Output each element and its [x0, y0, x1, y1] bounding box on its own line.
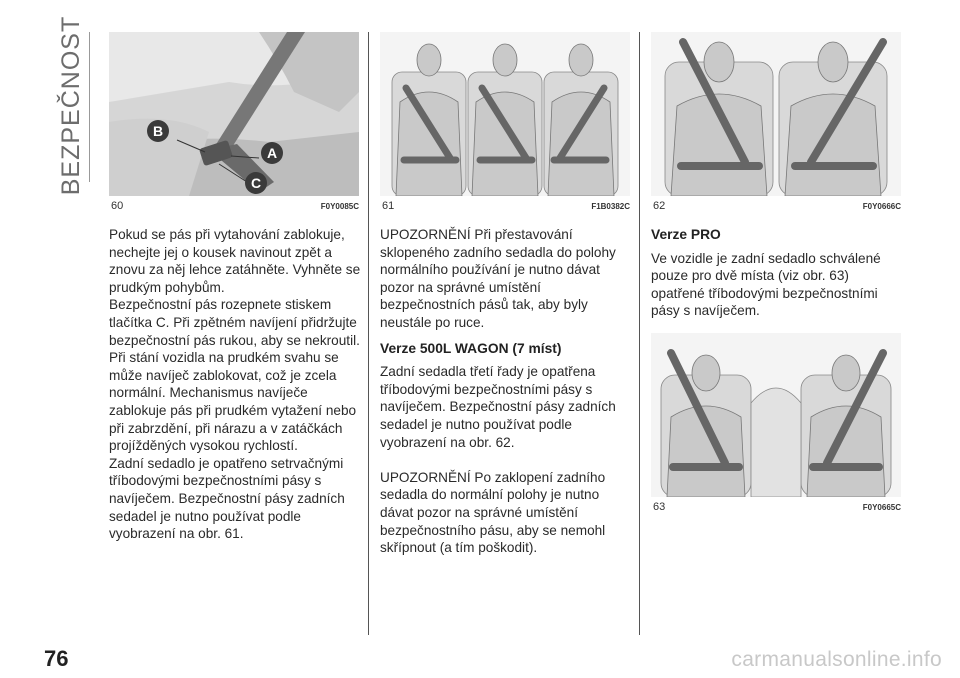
section-heading: Verze 500L WAGON (7 míst): [380, 340, 562, 356]
page-number: 76: [44, 646, 69, 671]
paragraph: Zadní sedadla třetí řady je opatřena tříbodovými bezpečnostními pásy s navíječem. Bezpečnostní pásy zadních sedadel je nutno používat podle vyobrazení na obr. 62.: [380, 364, 616, 450]
figure-code: F0Y0666C: [862, 201, 901, 211]
figure-63-caption: [653, 500, 901, 514]
paragraph: Zadní sedadlo je opatřeno setrvačnými tříbodovými bezpečnostními pásy s navíječem. Bezpečnostní pásy zadních sedadel je nutno používat podle vyobrazení na obr. 61.: [109, 455, 345, 542]
column-2-text: [380, 226, 632, 557]
paragraph: Pokud se pás při vytahování zablokuje, nechejte jej o kousek navinout zpět a znovu za něj lehce zatáhněte. Vyhněte se prudkým pohybům.: [109, 227, 361, 295]
figure-60-caption: [111, 199, 359, 213]
callout-c: C: [245, 172, 267, 194]
figure-number: 62: [653, 200, 666, 212]
figure-number: 61: [382, 200, 395, 212]
section-title: BEZPEČNOST: [57, 15, 86, 195]
watermark: carmanualsonline.info: [731, 648, 942, 671]
figure-code: F0Y0085C: [320, 201, 359, 211]
warning-paragraph: UPOZORNĚNÍ Po zaklopení zadního sedadla do normální polohy je nutno dávat pozor na správné umístění bezpečnostního pásu, aby se nemohl skřípnout (a tím poškodit).: [380, 469, 606, 556]
callout-b: B: [147, 120, 169, 142]
figure-62-image: [651, 32, 901, 196]
paragraph: Ve vozidle je zadní sedadlo schválené pouze pro dvě místa (viz obr. 63) opatřené tříbodovými bezpečnostními pásy s navíječem.: [651, 250, 881, 319]
column-3-text: [651, 226, 901, 320]
callout-a: A: [261, 142, 283, 164]
figure-60-image: [109, 32, 359, 196]
column-separator: [368, 32, 369, 635]
figure-61-caption: [382, 199, 630, 213]
warning-paragraph: UPOZORNĚNÍ Při přestavování sklopeného zadního sedadla do polohy normálního používání je nutno dávat pozor na správné umístění bezpečnostních pásů tak, aby byly neustále po ruce.: [380, 227, 616, 330]
figure-62-caption: [653, 199, 901, 213]
section-heading: Verze PRO: [651, 227, 721, 242]
figure-61-image: [380, 32, 630, 196]
column-1-text: [109, 226, 361, 543]
paragraph: Při stání vozidla na prudkém svahu se může navíječ zablokovat, což je zcela normální. Mechanismus navíječe zablokuje pás při prudkém vytažení nebo při zabrzdění, při nárazu a v zatáčkách projížděných vysokou rychlostí.: [109, 350, 357, 454]
figure-code: F1B0382C: [591, 201, 630, 211]
figure-number: 63: [653, 501, 666, 513]
section-title-rule: [89, 32, 90, 182]
figure-63-image: [651, 333, 901, 497]
column-separator: [639, 32, 640, 635]
figure-code: F0Y0665C: [862, 502, 901, 512]
figure-number: 60: [111, 200, 124, 212]
paragraph: Bezpečnostní pás rozepnete stiskem tlačítka C. Při zpětném navíjení přidržujte bezpečnostní pás rukou, aby se nekroutil.: [109, 297, 360, 348]
